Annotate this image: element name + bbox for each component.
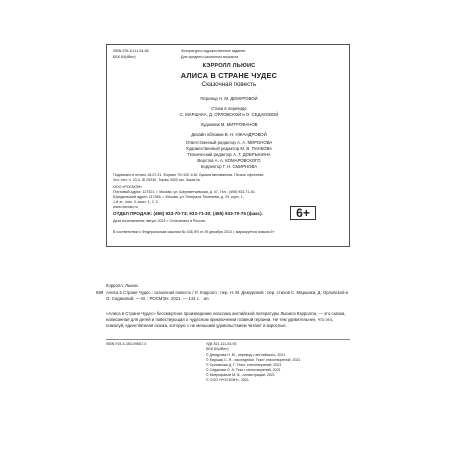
manufacture-date: Дата изготовления: август 2021 г. Отпечатано в России.: [113, 219, 206, 223]
credit-cover-design: Дизайн обложки В. Н. НЖАНДРОВОЙ: [191, 132, 267, 137]
author: КЭРРОЛЛ ЛЬЮИС: [202, 63, 256, 69]
card-annotation: «Алиса в Стране Чудес» бессмертное произведение классика английской литературы Льюиса Кэрролла, — это сказка, написанная для детей и повествующая о чудесном приключении главной героини. Не тем удивительнее, что это, пожалуй, единственная сказка, которую с не меньшим удовольствием читают и взрослые.: [106, 311, 346, 328]
genre: Литературно-художественное издание: [181, 49, 246, 53]
card-code: К89: [96, 290, 104, 295]
credit-artist: Художник М. МИТРОФАНОВ: [200, 122, 258, 127]
print-volume: Усл. печ. л. 23,4. ID 29240. Тираж 3000 экз. Заказ №: [113, 178, 201, 182]
credit-poems-names: С. МАРШАКА, Д. ОРЛОВСКОЙ и О. СЕДАКОВОЙ: [179, 112, 279, 117]
copyright-line: © Демурова Н. М., перевод с английского, 2021: [206, 353, 286, 357]
book-subtitle: Сказочная повесть: [201, 81, 257, 88]
book-title: АЛИСА В СТРАНЕ ЧУДЕС: [180, 71, 278, 80]
credit-layout: Верстка А. А. КОМАРОВСКОГО: [197, 158, 261, 163]
bbk-top: ББК 84(4Вел): [113, 55, 136, 59]
copyright-line: © Орловская Д. Г. Текст стихотворений, 2021: [206, 363, 282, 367]
card-author: Кэрролл, Льюис.: [106, 283, 140, 288]
copyright-line: © Маршак С. Я., наследники. Текст стихотворений, 2021: [206, 358, 301, 362]
sales-department: ОТДЕЛ ПРОДАЖ: (495) 933-70-73; 933-71-30; (495) 933-70-75 (факс).: [113, 211, 263, 216]
credit-art-editor: Художественный редактор М. В. ПАНКОВА: [185, 146, 273, 151]
credit-tech-editor: Технический редактор А. Т. ДОБРЫНИНА: [187, 152, 271, 157]
postal-address: Почтовый адрес: 127521, г. Москва, ул. Шереметьевская, д. 47. Тел.: (495) 933-71-30.: [113, 190, 256, 194]
website: www.rosman.ru: [113, 205, 138, 209]
credit-poems-label: Стихи в переводе: [211, 106, 247, 111]
legal-address-2: 1-й эт., пом. II, комн. 1, 2, 3.: [113, 200, 159, 204]
copyright-line: © Митрофанов М. В., иллюстрации, 2021: [206, 373, 275, 377]
card-bbk: ББК 84(4Вел): [206, 347, 229, 351]
legal-address: Юридический адрес: 117465, г. Москва, ул. Генерала Тюленева, д. 29, корп. 1,: [113, 195, 244, 199]
credit-proofreader: Корректор Г. Н. СМИРНОВА: [200, 164, 258, 169]
print-signed: Подписано в печать 16.07.21. Формат 70×100 1/16. Бумага мелованная. Печать офсетная.: [113, 173, 265, 177]
credit-translation: Перевод Н. М. ДЕМУРОВОЙ: [200, 96, 258, 101]
card-udk: УДК 821.111-34-93: [206, 342, 237, 346]
age-rating-badge: 6+: [290, 206, 316, 220]
copyright-line: © Седакова О. А. Текст стихотворений, 2021: [206, 368, 281, 372]
company-name: ООО «РОСМЭН»: [113, 185, 143, 189]
credit-editor: Ответственный редактор А. А. МИРОНОВА: [185, 140, 273, 145]
publication-data-frame: [106, 44, 350, 247]
law-notice: В соответствии с Федеральным законом № 436-ФЗ от 29 декабря 2010 г. маркируется знаком 6+: [113, 230, 275, 234]
isbn-top: ISBN 978-5-111-34-56: [113, 49, 149, 53]
age-group: Для среднего школьного возраста: [181, 55, 238, 59]
catalog-card: [96, 267, 350, 387]
copyright-line: © ООО «РОСМЭН», 2021: [206, 378, 249, 382]
card-isbn: ISBN 978-5-353-09667-4: [106, 342, 147, 346]
card-divider: [106, 339, 350, 340]
card-description: Алиса в Стране Чудес : сказочная повесть / Л. Кэрролл ; пер. Н. М. Демуровой ; пер. стихов С. Маршака, Д. Орловской и О. Седаковой. — М. : РОСМЭН, 2021. — 144 с. : ил.: [106, 290, 349, 301]
